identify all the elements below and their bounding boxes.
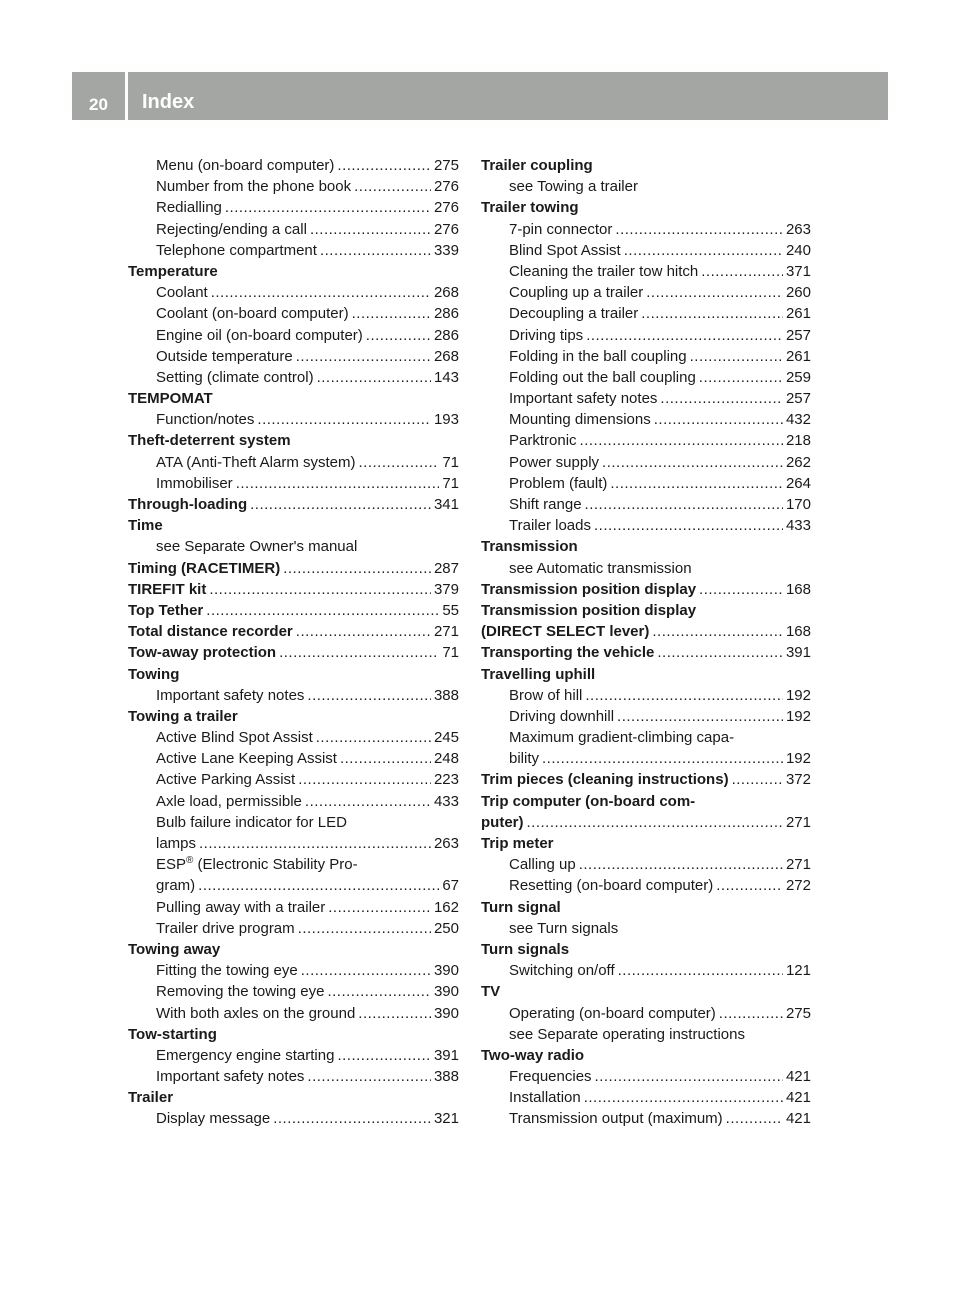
- index-entry[interactable]: Driving tips ..... 257: [481, 325, 811, 346]
- index-heading-entry[interactable]: Through-loading ..... 341: [128, 494, 459, 515]
- index-entry[interactable]: Operating (on-board computer) ..... 275: [481, 1003, 811, 1024]
- index-entry[interactable]: Switching on/off ..... 121: [481, 960, 811, 981]
- index-entry-wrapped[interactable]: ESP® (Electronic Stability Pro-: [156, 855, 358, 874]
- index-entry[interactable]: Engine oil (on-board computer) ..... 286: [128, 325, 459, 346]
- index-entry[interactable]: Important safety notes ..... 388: [128, 1066, 459, 1087]
- index-column-left: [128, 155, 459, 1130]
- index-entry[interactable]: Shift range ..... 170: [481, 494, 811, 515]
- index-entry[interactable]: Parktronic ..... 218: [481, 430, 811, 451]
- index-heading: TEMPOMAT: [128, 390, 213, 408]
- index-heading-entry[interactable]: Total distance recorder ..... 271: [128, 621, 459, 642]
- index-entry-wrapped[interactable]: Bulb failure indicator for LED: [156, 813, 347, 831]
- index-entry[interactable]: 7-pin connector ..... 263: [481, 219, 811, 240]
- index-cross-reference[interactable]: see Separate Owner's manual: [156, 538, 358, 556]
- index-entry[interactable]: Transmission output (maximum) ..... 421: [481, 1108, 811, 1129]
- index-column-right: [481, 155, 811, 1130]
- index-entry[interactable]: ATA (Anti-Theft Alarm system) ..... 71: [128, 452, 459, 473]
- index-entry[interactable]: Coupling up a trailer ..... 260: [481, 282, 811, 303]
- index-entry[interactable]: Resetting (on-board computer) ..... 272: [481, 875, 811, 896]
- index-heading: Trip meter: [481, 835, 554, 852]
- index-cross-reference[interactable]: see Separate operating instructions: [509, 1025, 745, 1043]
- index-heading: Two-way radio: [481, 1046, 585, 1064]
- index-entry[interactable]: Folding out the ball coupling ..... 259: [481, 367, 811, 388]
- index-entry[interactable]: Display message ..... 321: [128, 1108, 459, 1129]
- index-entry[interactable]: Folding in the ball coupling ..... 261: [481, 346, 811, 367]
- index-entry[interactable]: Rejecting/ending a call ..... 276: [128, 219, 459, 240]
- index-heading-entry[interactable]: Tow-away protection ..... 71: [128, 642, 459, 663]
- index-heading-entry[interactable]: (DIRECT SELECT lever) ..... 168: [481, 621, 811, 642]
- index-entry[interactable]: Driving downhill ..... 192: [481, 706, 811, 727]
- index-entry-continuation[interactable]: gram) ..... 67: [128, 875, 459, 896]
- index-heading: Time: [128, 517, 163, 535]
- index-entry[interactable]: Active Lane Keeping Assist ..... 248: [128, 748, 459, 769]
- registered-mark: ®: [186, 855, 194, 867]
- index-entry-continuation[interactable]: lamps ..... 263: [128, 833, 459, 854]
- index-heading: Trailer towing: [481, 199, 579, 217]
- index-entry[interactable]: Problem (fault) ..... 264: [481, 473, 811, 494]
- index-heading: Turn signals: [481, 940, 570, 958]
- index-entry[interactable]: Blind Spot Assist ..... 240: [481, 240, 811, 261]
- index-entry[interactable]: Redialling ..... 276: [128, 197, 459, 218]
- index-entry[interactable]: Installation ..... 421: [481, 1087, 811, 1108]
- index-entry[interactable]: Emergency engine starting ..... 391: [128, 1045, 459, 1066]
- index-entry[interactable]: Setting (climate control) ..... 143: [128, 367, 459, 388]
- index-cross-reference[interactable]: see Turn signals: [509, 919, 619, 937]
- index-heading: Tow-starting: [128, 1025, 217, 1043]
- index-entry[interactable]: Coolant (on-board computer) ..... 286: [128, 303, 459, 324]
- index-heading-entry[interactable]: puter) ..... 271: [481, 812, 811, 833]
- index-heading: Trailer: [128, 1089, 174, 1107]
- index-heading-entry[interactable]: Timing (RACETIMER) ..... 287: [128, 558, 459, 579]
- index-entry-continuation[interactable]: bility ..... 192: [481, 748, 811, 769]
- index-entry[interactable]: Power supply ..... 262: [481, 452, 811, 473]
- index-heading-entry[interactable]: Top Tether ..... 55: [128, 600, 459, 621]
- index-entry-wrapped[interactable]: Maximum gradient-climbing capa-: [509, 729, 735, 747]
- section-title: Index: [142, 91, 195, 113]
- index-entry[interactable]: Important safety notes ..... 388: [128, 685, 459, 706]
- index-entry[interactable]: Frequencies ..... 421: [481, 1066, 811, 1087]
- index-entry[interactable]: Decoupling a trailer ..... 261: [481, 303, 811, 324]
- index-entry[interactable]: Brow of hill ..... 192: [481, 685, 811, 706]
- index-heading: Towing away: [128, 940, 221, 958]
- index-entry[interactable]: Active Parking Assist ..... 223: [128, 769, 459, 790]
- index-entry[interactable]: Menu (on-board computer) ..... 275: [128, 155, 459, 176]
- index-heading: Theft-deterrent system: [128, 432, 291, 450]
- index-entry[interactable]: Pulling away with a trailer ..... 162: [128, 897, 459, 918]
- index-heading-wrapped[interactable]: Transmission position display: [481, 601, 697, 619]
- index-entry[interactable]: Important safety notes ..... 257: [481, 388, 811, 409]
- index-cross-reference[interactable]: see Towing a trailer: [509, 178, 638, 196]
- index-entry[interactable]: Immobiliser ..... 71: [128, 473, 459, 494]
- index-entry[interactable]: Trailer loads ..... 433: [481, 515, 811, 536]
- index-entry[interactable]: Coolant ..... 268: [128, 282, 459, 303]
- index-entry[interactable]: Fitting the towing eye ..... 390: [128, 960, 459, 981]
- index-entry[interactable]: Outside temperature ..... 268: [128, 346, 459, 367]
- index-heading: Travelling uphill: [481, 665, 596, 683]
- index-entry[interactable]: Cleaning the trailer tow hitch ..... 371: [481, 261, 811, 282]
- index-heading-entry[interactable]: Transmission position display ..... 168: [481, 579, 811, 600]
- index-heading: Turn signal: [481, 898, 561, 916]
- page-header: [72, 72, 888, 120]
- index-heading-entry[interactable]: TIREFIT kit ..... 379: [128, 579, 459, 600]
- index-heading: Trailer coupling: [481, 157, 593, 174]
- index-entry[interactable]: Function/notes ..... 193: [128, 409, 459, 430]
- index-heading-entry[interactable]: Trim pieces (cleaning instructions) ..... 372: [481, 769, 811, 790]
- index-entry[interactable]: Active Blind Spot Assist ..... 245: [128, 727, 459, 748]
- index-entry[interactable]: Axle load, permissible ..... 433: [128, 791, 459, 812]
- index-entry[interactable]: Number from the phone book ..... 276: [128, 176, 459, 197]
- index-entry[interactable]: Calling up ..... 271: [481, 854, 811, 875]
- index-heading-entry[interactable]: Transporting the vehicle ..... 391: [481, 642, 811, 663]
- index-heading-wrapped[interactable]: Trip computer (on-board com-: [481, 792, 696, 810]
- index-heading: Towing a trailer: [128, 707, 238, 725]
- index-heading: Temperature: [128, 262, 218, 280]
- header-divider: [125, 72, 128, 120]
- index-heading: Transmission: [481, 538, 578, 556]
- page-number: 20: [89, 95, 108, 114]
- index-heading: Towing: [128, 665, 180, 683]
- index-entry[interactable]: Removing the towing eye ..... 390: [128, 981, 459, 1002]
- index-entry[interactable]: Trailer drive program ..... 250: [128, 918, 459, 939]
- index-entry[interactable]: With both axles on the ground ..... 390: [128, 1003, 459, 1024]
- index-heading: TV: [481, 983, 501, 1001]
- index-entry[interactable]: Telephone compartment ..... 339: [128, 240, 459, 261]
- index-cross-reference[interactable]: see Automatic transmission: [509, 559, 692, 577]
- index-entry[interactable]: Mounting dimensions ..... 432: [481, 409, 811, 430]
